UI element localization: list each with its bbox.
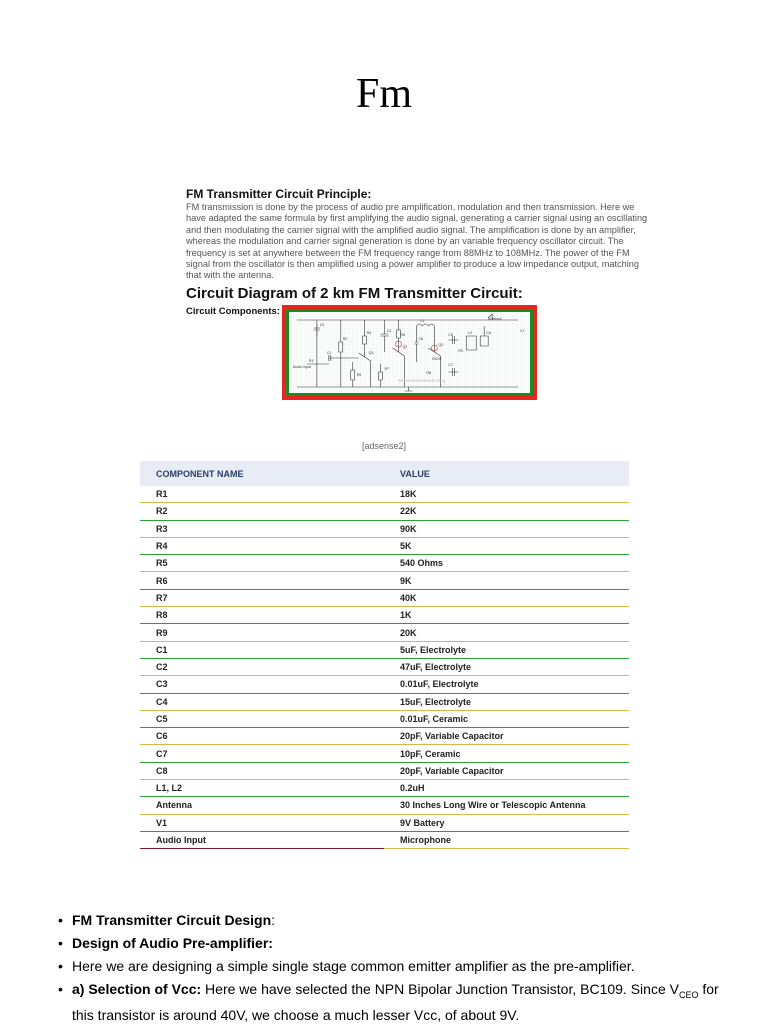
component-value-cell: 47uF, Electrolyte xyxy=(384,658,629,675)
bullet-marker: • xyxy=(58,958,63,974)
component-value-cell: 22K xyxy=(384,503,629,520)
component-name-cell: C8 xyxy=(140,762,384,779)
table-row xyxy=(140,780,629,797)
l2-label: L2 xyxy=(468,330,473,335)
component-value-cell: 15uF, Electrolyte xyxy=(384,693,629,710)
component-name-cell: R5 xyxy=(140,555,384,572)
column-header-value: VALUE xyxy=(384,461,629,486)
principle-text: FM transmission is done by the process of audio pre amplification, modulation and then transmission. Here we have adapted the same formula by first amplifying the audio signal, generating a carrier signal using an oscillating and then modulating the carrier signal with the amplified audio signal. The amplification is done by an amplifier, whereas the modulation and carrier signal generation is done by an variable frequency oscillator circuit. The frequency is set at anywhere between the FM frequency range from 88MHz to 108MHz. The power of the FM signal from the oscillator is then amplified using a power amplifier to produce a low impedance output, matching that with the antenna. xyxy=(186,202,648,281)
r8-label: R8 xyxy=(426,370,431,375)
vcc-heading: a) Selection of Vcc: xyxy=(72,981,202,997)
table-row xyxy=(140,693,629,710)
r9-label: R9 xyxy=(458,348,463,353)
table-row xyxy=(140,745,629,762)
component-name-cell: Antenna xyxy=(140,797,384,814)
component-value-cell: 20K xyxy=(384,624,629,641)
r5-label: R5 xyxy=(356,372,362,377)
component-value-cell: 10pF, Ceramic xyxy=(384,745,629,762)
component-name-cell: C3 xyxy=(140,676,384,693)
q2-label: Q2 xyxy=(402,344,408,349)
list-item xyxy=(58,979,738,1025)
q1-label: Q1 xyxy=(368,350,374,355)
component-value-cell: 90K xyxy=(384,520,629,537)
component-name-cell: R9 xyxy=(140,624,384,641)
component-value-cell: 5K xyxy=(384,537,629,554)
design-heading: FM Transmitter Circuit Design xyxy=(72,912,272,928)
column-header-name: COMPONENT NAME xyxy=(140,461,384,486)
q3-label: Q3 xyxy=(438,342,444,347)
component-name-cell: R8 xyxy=(140,607,384,624)
component-value-cell: 20pF, Variable Capacitor xyxy=(384,762,629,779)
table-row xyxy=(140,486,629,503)
r7-label: R7 xyxy=(384,366,390,371)
table-row xyxy=(140,710,629,727)
component-name-cell: C7 xyxy=(140,745,384,762)
antenna-label: Antenna xyxy=(488,316,502,321)
component-value-cell: 9V Battery xyxy=(384,814,629,831)
principle-heading: FM Transmitter Circuit Principle: xyxy=(186,187,372,201)
component-name-cell: C4 xyxy=(140,693,384,710)
component-name-cell: R7 xyxy=(140,589,384,606)
bullet-marker: • xyxy=(58,935,63,951)
table-row xyxy=(140,831,629,848)
article-image xyxy=(186,187,648,400)
table-row xyxy=(140,658,629,675)
c2-label: C2 xyxy=(319,322,325,327)
component-value-cell: 9K xyxy=(384,572,629,589)
component-value-cell: 1K xyxy=(384,607,629,624)
bc09-label: BC09 xyxy=(432,356,442,361)
component-name-cell: Audio Input xyxy=(140,831,384,848)
component-name-cell: R6 xyxy=(140,572,384,589)
table-row xyxy=(140,555,629,572)
design-heading-suffix: : xyxy=(271,912,276,928)
circuit-diagram xyxy=(282,305,537,400)
component-name-cell: R1 xyxy=(140,486,384,503)
v1-label: V1 xyxy=(519,328,525,333)
page-title: Fm xyxy=(355,71,413,117)
r2-label: R2 xyxy=(342,336,348,341)
bullet-list xyxy=(58,910,738,1028)
component-value-cell: 5uF, Electrolyte xyxy=(384,641,629,658)
component-name-cell: L1, L2 xyxy=(140,780,384,797)
audio-input-label: Audio Input xyxy=(292,364,312,369)
circuit-schematic xyxy=(289,312,530,393)
c6-label: C6 xyxy=(418,336,423,341)
component-name-cell: V1 xyxy=(140,814,384,831)
diagram-heading: Circuit Diagram of 2 km FM Transmitter Circuit: xyxy=(186,284,523,302)
circuit-diagram-inner xyxy=(286,309,533,396)
table-row xyxy=(140,641,629,658)
component-value-cell: 20pF, Variable Capacitor xyxy=(384,728,629,745)
table-row xyxy=(140,589,629,606)
component-name-cell: C2 xyxy=(140,658,384,675)
c1-label: C1 xyxy=(326,350,332,355)
table-row xyxy=(140,607,629,624)
r1-label: R1 xyxy=(308,358,314,363)
l1-label: L1 xyxy=(420,318,425,323)
component-name-cell: R3 xyxy=(140,520,384,537)
table-row xyxy=(140,624,629,641)
table-row xyxy=(140,503,629,520)
component-value-cell: 0.01uF, Electrolyte xyxy=(384,676,629,693)
r4-label: R4 xyxy=(366,330,372,335)
r6-label: R6 xyxy=(400,332,406,337)
components-table xyxy=(140,461,629,849)
table-row xyxy=(140,676,629,693)
table-body xyxy=(140,486,629,849)
component-value-cell: 0.01uF, Ceramic xyxy=(384,710,629,727)
list-item xyxy=(58,910,738,930)
components-label: Circuit Components: xyxy=(186,305,280,317)
components-row xyxy=(186,305,648,400)
c8-label: C8 xyxy=(486,330,491,335)
preamp-text: Here we are designing a simple single stage common emitter amplifier as the pre-amplifier. xyxy=(72,958,635,974)
c7-label: C7 xyxy=(448,362,453,367)
watermark-label: ElectronicsHub.Org xyxy=(398,377,446,384)
table-row xyxy=(140,572,629,589)
list-item xyxy=(58,933,738,953)
component-value-cell: 40K xyxy=(384,589,629,606)
c5-label: C5 xyxy=(448,332,453,337)
vceo-subscript: CEO xyxy=(678,989,699,1000)
table-header-row xyxy=(140,461,629,486)
table-row xyxy=(140,762,629,779)
component-name-cell: C6 xyxy=(140,728,384,745)
component-value-cell: 0.2uH xyxy=(384,780,629,797)
table-row xyxy=(140,728,629,745)
component-value-cell: 30 Inches Long Wire or Telescopic Antenna xyxy=(384,797,629,814)
bullet-marker: • xyxy=(58,912,63,928)
component-name-cell: C5 xyxy=(140,710,384,727)
component-value-cell: 18K xyxy=(384,486,629,503)
table-row xyxy=(140,520,629,537)
list-item xyxy=(58,956,738,976)
c3-label: C3 xyxy=(386,328,392,333)
component-name-cell: R2 xyxy=(140,503,384,520)
vcc-text-tail: for this transistor is around 40V, we choose a much lesser Vcc, of about 9V. xyxy=(72,981,719,1023)
table-row xyxy=(140,814,629,831)
component-value-cell: 540 Ohms xyxy=(384,555,629,572)
component-value-cell: Microphone xyxy=(384,831,629,848)
bullet-marker: • xyxy=(58,981,63,997)
table-row xyxy=(140,537,629,554)
table-row xyxy=(140,797,629,814)
component-name-cell: C1 xyxy=(140,641,384,658)
adsense-placeholder: [adsense2] xyxy=(361,441,407,451)
vcc-text: Here we have selected the NPN Bipolar Junction Transistor, BC109. Since V xyxy=(201,981,679,997)
component-name-cell: R4 xyxy=(140,537,384,554)
preamp-heading: Design of Audio Pre-amplifier: xyxy=(72,935,273,951)
